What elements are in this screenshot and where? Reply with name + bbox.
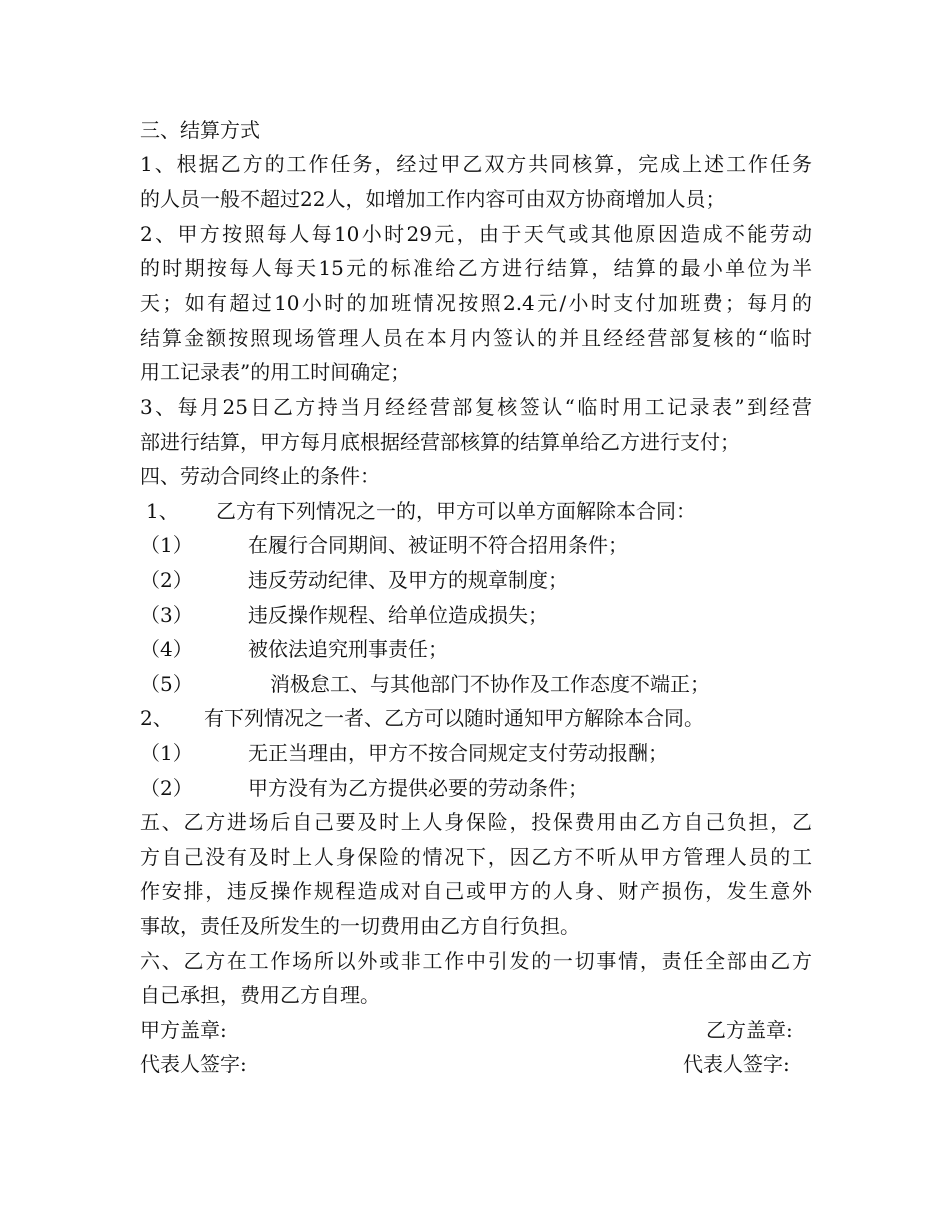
- sub-item-number: （1）: [140, 533, 193, 557]
- sub-item-text: 被依法追究刑事责任；: [248, 637, 448, 661]
- section-5-line-4: 事故，责任及所发生的一切费用由乙方自行负担。: [140, 914, 580, 938]
- clause-4-1-sub-4: [140, 637, 448, 661]
- section-3-title: 三、结算方式: [140, 118, 260, 142]
- party-a-signature-label: 代表人签字:: [140, 1052, 247, 1076]
- clause-3-2-line-4: 结算金额按照现场管理人员在本月内签认的并且经经营部复核的“临时: [140, 326, 812, 350]
- section-5-line-3: 作安排，违反操作规程造成对自己或甲方的人身、财产损伤，发生意外: [140, 879, 812, 903]
- clause-4-2: [140, 706, 704, 730]
- clause-3-2-line-5: 用工记录表”的用工时间确定；: [140, 360, 411, 384]
- clause-4-1-sub-3: [140, 603, 548, 627]
- sub-item-text: 在履行合同期间、被证明不符合招用条件；: [248, 533, 628, 557]
- section-6-line-1: 六、乙方在工作场所以外或非工作中引发的一切事情，责任全部由乙方: [140, 949, 812, 973]
- clause-4-2-sub-1: [140, 741, 668, 765]
- clause-3-1-line-2: 的人员一般不超过22人，如增加工作内容可由双方协商增加人员；: [140, 187, 726, 211]
- section-6-line-2: 自己承担，费用乙方自理。: [140, 983, 380, 1007]
- sub-item-text: 甲方没有为乙方提供必要的劳动条件；: [248, 776, 588, 800]
- section-5-line-1: 五、乙方进场后自己要及时上人身保险，投保费用由乙方自己负担，乙: [140, 810, 812, 834]
- clause-4-1-number: 1、: [146, 499, 179, 523]
- clause-3-1-line-1: 1、根据乙方的工作任务，经过甲乙双方共同核算，完成上述工作任务: [140, 152, 812, 176]
- clause-3-2-line-1: 2、甲方按照每人每10小时29元，由于天气或其他原因造成不能劳动: [140, 222, 812, 246]
- sub-item-text: 违反操作规程、给单位造成损失；: [248, 603, 548, 627]
- clause-4-1-sub-1: [140, 533, 628, 557]
- clause-3-2-line-2: 的时期按每人每天15元的标准给乙方进行结算，结算的最小单位为半: [140, 256, 812, 280]
- clause-3-3-line-2: 部进行结算，甲方每月底根据经营部核算的结算单给乙方进行支付；: [140, 430, 740, 454]
- sub-item-number: （1）: [140, 741, 193, 765]
- party-a-seal-label: 甲方盖章:: [140, 1018, 227, 1042]
- clause-4-2-sub-2: [140, 776, 588, 800]
- party-b-signature-label: 代表人签字:: [683, 1052, 790, 1076]
- clause-4-2-number: 2、: [140, 706, 173, 730]
- clause-4-1: [140, 499, 696, 523]
- sub-item-number: （2）: [140, 776, 193, 800]
- sub-item-number: （3）: [140, 603, 193, 627]
- sub-item-text: 消极怠工、与其他部门不协作及工作态度不端正；: [270, 672, 710, 696]
- clause-4-2-text: 有下列情况之一者、乙方可以随时通知甲方解除本合同。: [204, 706, 704, 730]
- sub-item-number: （5）: [140, 672, 193, 696]
- section-5-line-2: 方自己没有及时上人身保险的情况下，因乙方不听从甲方管理人员的工: [140, 845, 812, 869]
- sub-item-number: （2）: [140, 568, 193, 592]
- clause-4-1-text: 乙方有下列情况之一的，甲方可以单方面解除本合同：: [216, 499, 696, 523]
- clause-4-1-sub-5: [140, 672, 710, 696]
- sub-item-number: （4）: [140, 637, 193, 661]
- party-b-seal-label: 乙方盖章:: [706, 1018, 793, 1042]
- section-4-title: 四、劳动合同终止的条件：: [140, 464, 380, 488]
- clause-3-2-line-3: 天；如有超过10小时的加班情况按照2.4元/小时支付加班费；每月的: [140, 291, 812, 315]
- clause-4-1-sub-2: [140, 568, 568, 592]
- sub-item-text: 无正当理由，甲方不按合同规定支付劳动报酬；: [248, 741, 668, 765]
- clause-3-3-line-1: 3、每月25日乙方持当月经经营部复核签认“临时用工记录表”到经营: [140, 395, 812, 419]
- sub-item-text: 违反劳动纪律、及甲方的规章制度；: [248, 568, 568, 592]
